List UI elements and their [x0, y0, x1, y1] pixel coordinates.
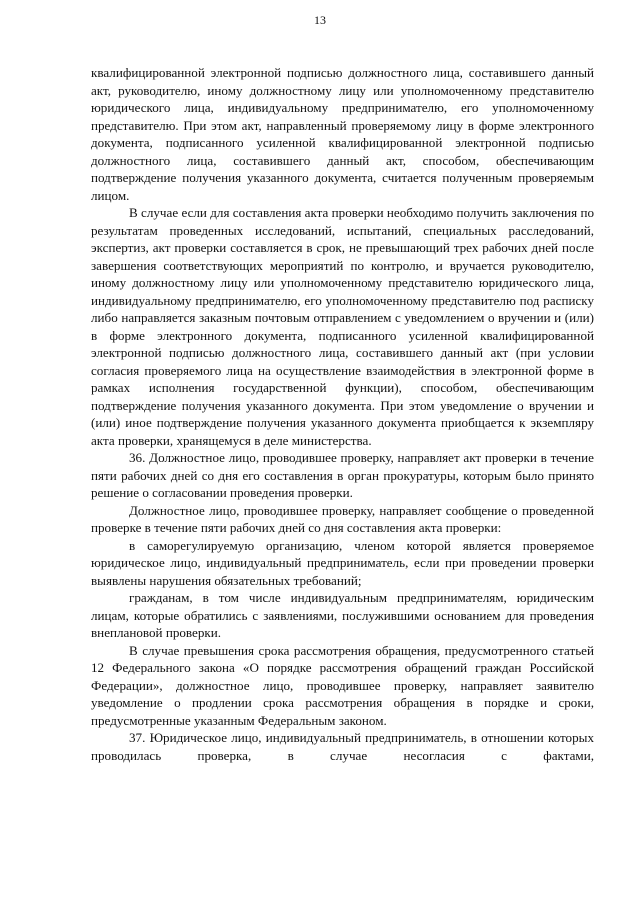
paragraph-sro: в саморегулируемую организацию, членом которой является проверяемое юридическое лицо, индивидуальный предприниматель, если при проведении проверки выявлены нарушения обязательных требований;: [91, 537, 594, 588]
paragraph-act-conclusions: В случае если для составления акта проверки необходимо получить заключения по результатам проведенных исследований, испытаний, специальных расследований, экспертиз, акт проверки составляется в срок, не превышающий трех рабочих дней после завершения соответствующих мероприятий по контролю, и вручается руководителю, иному должностному лицу или уполномоченному представителю юридического лица, индивидуальному предпринимателю, его уполномоченному представителю под расписку либо направляется заказным почтовым отправлением с уведомлением о вручении и (или) в форме электронного документа, подписанного усиленной квалифицированной электронной подписью должностного лица, составившего данный акт (при условии согласия проверяемого лица на осуществление взаимодействия в электронной форме в рамках исполнения государственной функции), способом, обеспечивающим подтверждение получения указанного документа. При этом уведомление о вручении и (или) иное подтверждение получения указанного документа приобщается к экземпляру акта проверки, хранящемуся в деле министерства.: [91, 205, 594, 448]
paragraph-item-36: 36. Должностное лицо, проводившее проверку, направляет акт проверки в течение пяти рабочих дней со дня его составления в орган прокуратуры, которым было принято решение о согласовании проведения проверки.: [91, 450, 594, 500]
paragraph-continuation: квалифицированной электронной подписью должностного лица, составившего данный акт, руководителю, иному должностному лицу или уполномоченному представителю юридического лица, индивидуальному предпринимателю, его уполномоченному представителю. При этом акт, направленный проверяемому лицу в форме электронного документа, подписанного усиленной квалифицированной электронной подписью должностного лица, составившего данный акт, способом, обеспечивающим подтверждение получения указанного документа, считается полученным проверяемым лицом.: [91, 65, 594, 203]
paragraph-citizens: гражданам, в том числе индивидуальным предпринимателям, юридическим лицам, которые обратились с заявлениями, послужившими основанием для проведения внеплановой проверки.: [91, 590, 594, 640]
paragraph-notification: Должностное лицо, проводившее проверку, направляет сообщение о проведенной проверке в течение пяти рабочих дней со дня составления акта проверки:: [91, 502, 594, 535]
paragraph-term-extension: В случае превышения срока рассмотрения обращения, предусмотренного статьей 12 Федерального закона «О порядке рассмотрения обращений граждан Российской Федерации», должностное лицо, проводившее проверку, направляет заявителю уведомление о продлении срока рассмотрения обращения в порядке и сроки, предусмотренные указанным Федеральным законом.: [91, 642, 594, 728]
document-body: [91, 64, 594, 764]
paragraph-item-37: 37. Юридическое лицо, индивидуальный предприниматель, в отношении которых проводилась проверка, в случае несогласия с фактами,: [91, 730, 594, 763]
page-number: 13: [314, 13, 326, 27]
